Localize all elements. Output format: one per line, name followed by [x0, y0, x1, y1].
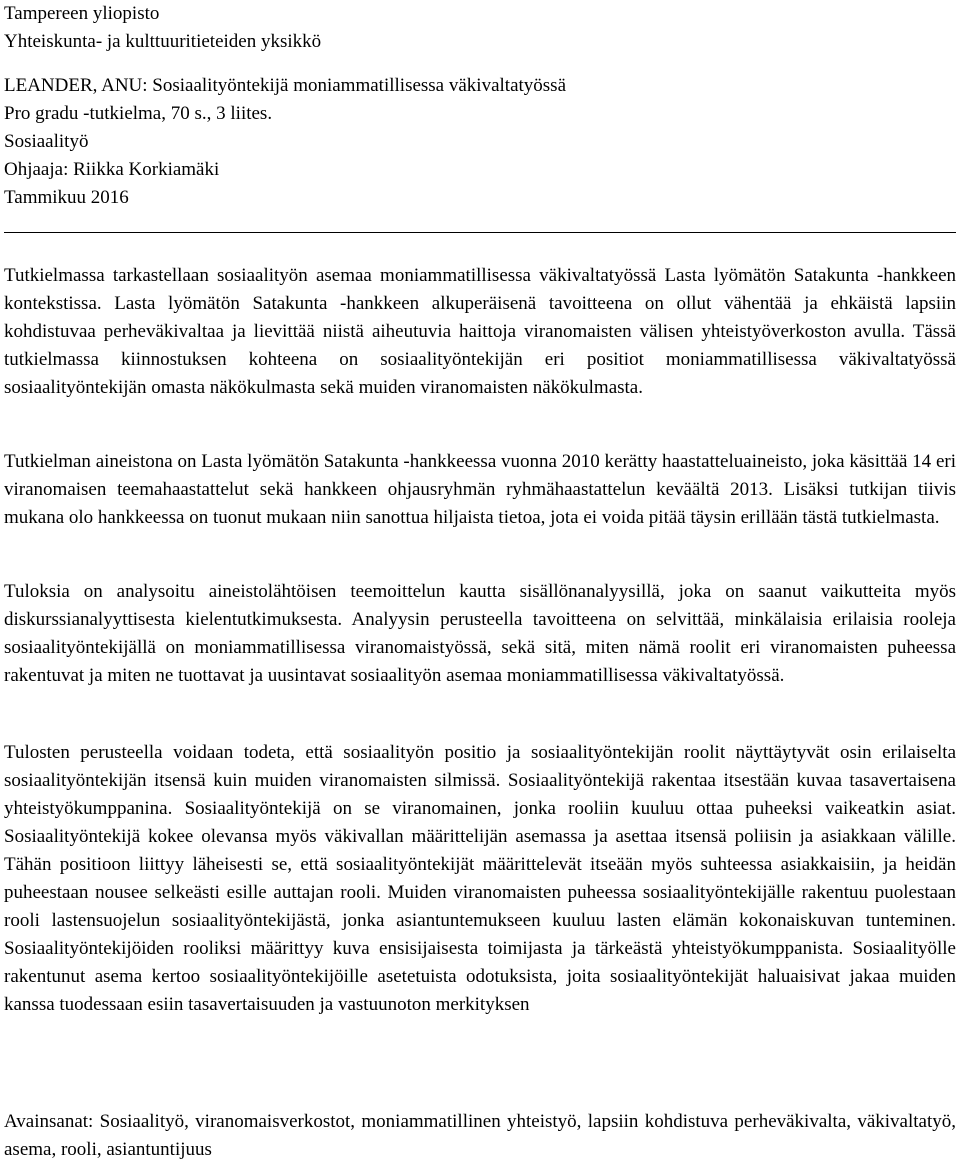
- abstract-paragraph-1: Tutkielmassa tarkastellaan sosiaalityön asemaa moniammatillisessa väkivaltatyössä Lasta lyömätön Satakunta -hankkeen kontekstissa. Lasta lyömätön Satakunta -hankkeen alkuperäisenä tavoitteena on ollut vähentää ja ehkäistä lapsiin kohdistuvaa perheväkivaltaa ja lievittää niistä aiheutuvia haittoja viranomaisten välisen yhteistyöverkoston avulla. Tässä tutkielmassa kiinnostuksen kohteena on sosiaalityöntekijän eri positiot moniammatillisessa väkivaltatyössä sosiaalityöntekijän omasta näkökulmasta sekä muiden viranomaisten näkökulmasta.: [4, 265, 956, 398]
- faculty-unit: Yhteiskunta- ja kulttuuritieteiden yksikkö: [4, 31, 322, 52]
- separator-line: [4, 232, 956, 233]
- abstract-paragraph-2: Tutkielman aineistona on Lasta lyömätön Satakunta -hankkeessa vuonna 2010 kerätty haastatteluaineisto, joka käsittää 14 eri viranomaisen teemahaastattelut sekä hankkeen ohjausryhmän ryhmähaastattelun keväältä 2013. Lisäksi tutkijan tiivis mukana olo hankkeessa on tuonut mukaan niin sanottua hiljaista tietoa, jota ei voida pitää täysin erillään tästä tutkielmasta.: [4, 451, 956, 528]
- subject: Sosiaalityö: [4, 131, 89, 152]
- supervisor: Ohjaaja: Riikka Korkiamäki: [4, 159, 220, 180]
- thesis-type-pages: Pro gradu -tutkielma, 70 s., 3 liites.: [4, 103, 273, 124]
- author-and-title: LEANDER, ANU: Sosiaalityöntekijä moniammatillisessa väkivaltatyössä: [4, 75, 567, 96]
- institution-header: [4, 0, 321, 56]
- abstract-paragraph-4: Tulosten perusteella voidaan todeta, että sosiaalityön positio ja sosiaalityöntekijän roolit näyttäytyvät osin erilaiselta sosiaalityöntekijän itsensä kuin muiden viranomaisten silmissä. Sosiaalityöntekijä rakentaa itsestään kuvaa tasavertaisena yhteistyökumppanina. Sosiaalityöntekijä on se viranomainen, jonka rooliin kuuluu ottaa puheeksi vaikeatkin asiat. Sosiaalityöntekijä kokee olevansa myös väkivallan määrittelijän asemassa ja asettaa itsensä poliisin ja asiakkaan välille. Tähän positioon liittyy läheisesti se, että sosiaalityöntekijät määrittelevät itseään myös suhteessa asiakkaisiin, ja heidän puheestaan nousee selkeästi esille auttajan rooli. Muiden viranomaisten puheessa sosiaalityöntekijälle rakentuu puolestaan rooli lastensuojelun sosiaalityöntekijästä, jonka asiantuntemukseen kuuluu lasten elämän kokonaiskuvan tunteminen. Sosiaalityöntekijöiden rooliksi määrittyy kuva ensisijaisesta toimijasta ja tärkeästä yhteistyökumppanista. Sosiaalityölle rakentunut asema kertoo sosiaalityöntekijöille asetetuista odotuksista, joita sosiaalityöntekijät haluaisivat jakaa muiden kanssa tuodessaan esiin tasavertaisuuden ja vastuunoton merkityksen: [4, 742, 956, 1015]
- thesis-info: [4, 72, 566, 212]
- abstract-paragraph-3: Tuloksia on analysoitu aineistolähtöisen teemoittelun kautta sisällönanalyysillä, joka on saanut vaikutteita myös diskurssianalyyttisesta kielentutkimuksesta. Analyysin perusteella tavoitteena on selvittää, minkälaisia erilaisia rooleja sosiaalityöntekijällä on moniammatillisessa viranomaistyössä, sekä sitä, miten nämä roolit eri viranomaisten puheessa rakentuvat ja miten ne tuottavat ja uusintavat sosiaalityön asemaa moniammatillisessa väkivaltatyössä.: [4, 581, 956, 686]
- keywords: Avainsanat: Sosiaalityö, viranomaisverkostot, moniammatillinen yhteistyö, lapsiin kohdistuva perheväkivalta, väkivaltatyö, asema, rooli, asiantuntijuus: [4, 1111, 956, 1160]
- university-name: Tampereen yliopisto: [4, 3, 160, 24]
- date: Tammikuu 2016: [4, 187, 129, 208]
